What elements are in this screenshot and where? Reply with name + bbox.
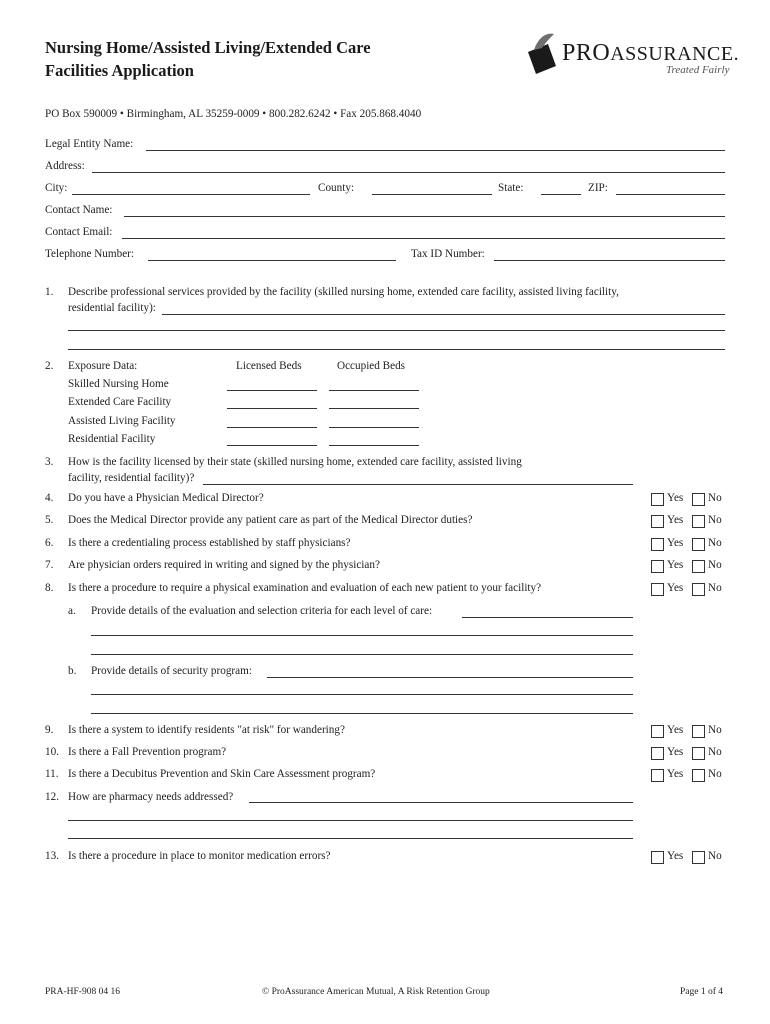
- yes-label: Yes: [667, 768, 684, 780]
- tax-id-label: Tax ID Number:: [411, 248, 485, 260]
- address-field[interactable]: [92, 172, 725, 173]
- q12-number: 12.: [45, 791, 59, 803]
- telephone-field[interactable]: [148, 260, 396, 261]
- q3-number: 3.: [45, 456, 54, 468]
- question-text: Is there a procedure to require a physical examination and evaluation of each new patient to your facility?: [68, 582, 542, 594]
- q2-occupied-field[interactable]: [329, 408, 419, 409]
- form-title-line1: Nursing Home/Assisted Living/Extended Care: [45, 38, 371, 57]
- question-number: 6.: [45, 537, 54, 549]
- brand-prefix: PRO: [562, 40, 611, 66]
- q2-occupied-field[interactable]: [329, 445, 419, 446]
- county-field[interactable]: [372, 194, 492, 195]
- q3-answer-line[interactable]: [203, 484, 633, 485]
- city-label: City:: [45, 182, 68, 194]
- q2-col-occupied: Occupied Beds: [337, 360, 406, 372]
- yes-checkbox[interactable]: [651, 538, 664, 551]
- q13-number: 13.: [45, 850, 59, 862]
- yes-label: Yes: [667, 850, 684, 862]
- yes-checkbox[interactable]: [651, 769, 664, 782]
- q2-col-licensed: Licensed Beds: [236, 360, 302, 372]
- question-text: Are physician orders required in writing and signed by the physician?: [68, 559, 380, 571]
- q2-licensed-field[interactable]: [227, 390, 317, 391]
- yes-checkbox[interactable]: [651, 583, 664, 596]
- yes-checkbox[interactable]: [651, 493, 664, 506]
- question-number: 9.: [45, 724, 54, 736]
- footer-copyright: © ProAssurance American Mutual, A Risk Retention Group: [262, 987, 490, 997]
- q1-answer-line2[interactable]: [68, 330, 725, 331]
- q1-number: 1.: [45, 286, 54, 298]
- telephone-label: Telephone Number:: [45, 248, 134, 260]
- q8b-answer-line3[interactable]: [91, 713, 633, 714]
- q3-text-line1: How is the facility licensed by their state (skilled nursing home, extended care facility, assisted living: [68, 456, 522, 468]
- q8b-answer-line1[interactable]: [267, 677, 633, 678]
- q3-text-line2: facility, residential facility)?: [68, 472, 195, 484]
- q8b-answer-line2[interactable]: [91, 694, 633, 695]
- question-number: 10.: [45, 746, 59, 758]
- question-text: Is there a system to identify residents "at risk" for wandering?: [68, 724, 345, 736]
- q2-licensed-field[interactable]: [227, 445, 317, 446]
- city-field[interactable]: [72, 194, 310, 195]
- form-title-line2: Facilities Application: [45, 61, 194, 80]
- no-label: No: [708, 768, 722, 780]
- yes-label: Yes: [667, 559, 684, 571]
- no-checkbox[interactable]: [692, 583, 705, 596]
- q8b-text: Provide details of security program:: [91, 665, 252, 677]
- no-checkbox[interactable]: [692, 560, 705, 573]
- yes-checkbox[interactable]: [651, 725, 664, 738]
- q2-licensed-field[interactable]: [227, 427, 317, 428]
- yes-checkbox[interactable]: [651, 560, 664, 573]
- no-label: No: [708, 724, 722, 736]
- yes-checkbox[interactable]: [651, 515, 664, 528]
- no-label: No: [708, 492, 722, 504]
- company-address: PO Box 590009 • Birmingham, AL 35259-0009 • 800.282.6242 • Fax 205.868.4040: [45, 108, 422, 120]
- contact-email-label: Contact Email:: [45, 226, 113, 238]
- question-text: Does the Medical Director provide any patient care as part of the Medical Director duties?: [68, 514, 473, 526]
- legal-entity-label: Legal Entity Name:: [45, 138, 134, 150]
- brand-tagline: Treated Fairly: [666, 64, 730, 76]
- no-checkbox[interactable]: [692, 515, 705, 528]
- proassurance-logo-icon: [520, 30, 564, 80]
- question-number: 11.: [45, 768, 59, 780]
- q12-answer-line3[interactable]: [68, 838, 633, 839]
- no-checkbox[interactable]: [692, 769, 705, 782]
- question-number: 8.: [45, 582, 54, 594]
- zip-field[interactable]: [616, 194, 725, 195]
- q12-text: How are pharmacy needs addressed?: [68, 791, 234, 803]
- q2-number: 2.: [45, 360, 54, 372]
- contact-name-label: Contact Name:: [45, 204, 113, 216]
- footer-page-number: Page 1 of 4: [680, 987, 724, 997]
- yes-label: Yes: [667, 492, 684, 504]
- tax-id-field[interactable]: [494, 260, 725, 261]
- q2-licensed-field[interactable]: [227, 408, 317, 409]
- q8a-letter: a.: [68, 605, 76, 617]
- q2-row-label: Residential Facility: [68, 433, 156, 445]
- question-number: 7.: [45, 559, 54, 571]
- question-text: Is there a Fall Prevention program?: [68, 746, 227, 758]
- question-text: Is there a credentialing process established by staff physicians?: [68, 537, 351, 549]
- q12-answer-line2[interactable]: [68, 820, 633, 821]
- q8a-answer-line3[interactable]: [91, 654, 633, 655]
- q2-row-label: Assisted Living Facility: [68, 415, 176, 427]
- q8a-answer-line1[interactable]: [462, 617, 633, 618]
- yes-label: Yes: [667, 746, 684, 758]
- no-label: No: [708, 582, 722, 594]
- q8a-text: Provide details of the evaluation and selection criteria for each level of care:: [91, 605, 433, 617]
- yes-label: Yes: [667, 724, 684, 736]
- no-checkbox[interactable]: [692, 493, 705, 506]
- q13-text: Is there a procedure in place to monitor medication errors?: [68, 850, 331, 862]
- legal-entity-field[interactable]: [146, 150, 725, 151]
- q2-occupied-field[interactable]: [329, 427, 419, 428]
- state-field[interactable]: [541, 194, 581, 195]
- brand-rest: ASSURANCE.: [610, 43, 740, 65]
- form-title: [45, 36, 371, 82]
- q2-occupied-field[interactable]: [329, 390, 419, 391]
- question-text: Do you have a Physician Medical Director?: [68, 492, 264, 504]
- q1-answer-line3[interactable]: [68, 349, 725, 350]
- contact-email-field[interactable]: [122, 238, 725, 239]
- q2-row-label: Skilled Nursing Home: [68, 378, 169, 390]
- yes-label: Yes: [667, 537, 684, 549]
- yes-label: Yes: [667, 582, 684, 594]
- county-label: County:: [318, 182, 355, 194]
- q1-text-line1: Describe professional services provided by the facility (skilled nursing home, extended care facility, assisted living facility,: [68, 286, 619, 298]
- address-label: Address:: [45, 160, 85, 172]
- no-label: No: [708, 537, 722, 549]
- no-checkbox[interactable]: [692, 725, 705, 738]
- q8b-letter: b.: [68, 665, 77, 677]
- question-number: 5.: [45, 514, 54, 526]
- zip-label: ZIP:: [588, 182, 608, 194]
- no-checkbox[interactable]: [692, 538, 705, 551]
- q2-label: Exposure Data:: [68, 360, 138, 372]
- contact-name-field[interactable]: [124, 216, 725, 217]
- brand-name: [562, 40, 739, 67]
- state-label: State:: [498, 182, 524, 194]
- yes-label: Yes: [667, 514, 684, 526]
- no-checkbox[interactable]: [692, 851, 705, 864]
- no-label: No: [708, 746, 722, 758]
- no-checkbox[interactable]: [692, 747, 705, 760]
- yes-checkbox[interactable]: [651, 851, 664, 864]
- yes-checkbox[interactable]: [651, 747, 664, 760]
- q1-answer-line1[interactable]: [162, 314, 725, 315]
- footer-form-id: PRA-HF-908 04 16: [45, 987, 120, 997]
- q2-row-label: Extended Care Facility: [68, 396, 172, 408]
- question-text: Is there a Decubitus Prevention and Skin Care Assessment program?: [68, 768, 376, 780]
- no-label: No: [708, 559, 722, 571]
- q1-text-line2: residential facility):: [68, 302, 156, 314]
- q8a-answer-line2[interactable]: [91, 635, 633, 636]
- question-number: 4.: [45, 492, 54, 504]
- no-label: No: [708, 850, 722, 862]
- no-label: No: [708, 514, 722, 526]
- q12-answer-line1[interactable]: [249, 802, 633, 803]
